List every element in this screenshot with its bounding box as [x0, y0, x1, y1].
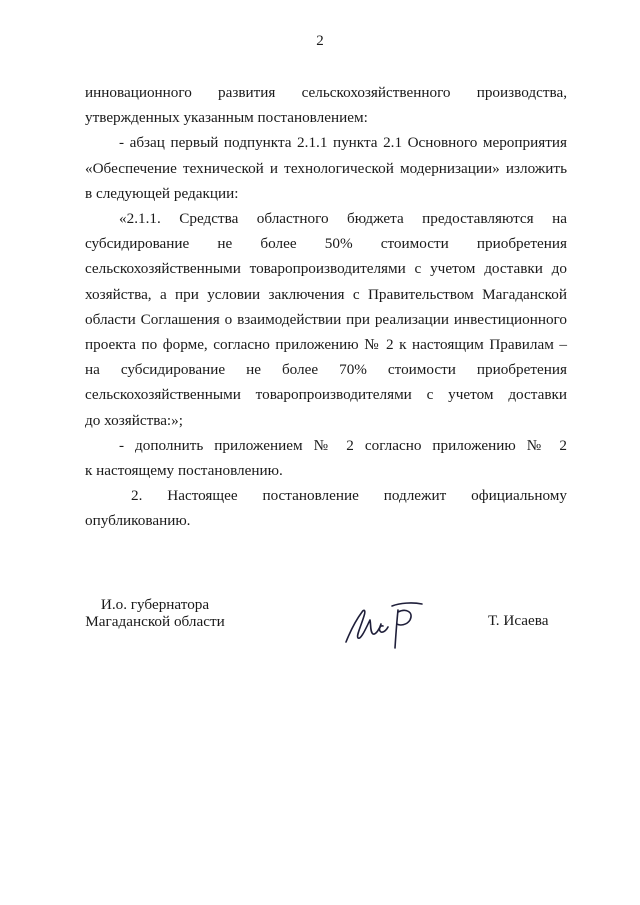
line: 2. Настоящее постановление подлежит официальному — [131, 487, 567, 505]
signatory-name: Т. Исаева — [488, 612, 549, 629]
line: сельскохозяйственными товаропроизводителями с учетом доставки до — [85, 260, 567, 278]
signatory-region: Магаданской области — [85, 613, 225, 630]
signatory-position: И.о. губернатора — [100, 596, 210, 613]
paragraph-continuation — [85, 80, 567, 130]
line: до хозяйства:»; — [85, 411, 183, 429]
page-number: 2 — [316, 33, 324, 49]
line: к настоящему постановлению. — [85, 462, 283, 480]
handwritten-signature — [340, 594, 430, 652]
line: на субсидирование не более 70% стоимости приобретения — [85, 361, 567, 379]
line: - дополнить приложением № 2 согласно приложению № 2 — [119, 436, 567, 454]
signatory-title — [80, 596, 230, 630]
line: опубликованию. — [85, 512, 191, 530]
line: - абзац первый подпункта 2.1.1 пункта 2.1 Основного мероприятия — [119, 134, 567, 152]
line: сельскохозяйственными товаропроизводителями с учетом доставки — [85, 386, 567, 404]
line: субсидирование не более 50% стоимости приобретения — [85, 235, 567, 253]
line: проекта по форме, согласно приложению № 2 к настоящим Правилам – — [85, 336, 567, 354]
line: инновационного развития сельскохозяйственного производства, — [85, 84, 567, 101]
paragraph-publication — [85, 483, 567, 533]
line: утвержденных указанным постановлением: — [85, 109, 368, 127]
line: в следующей редакции: — [85, 184, 239, 202]
paragraph-quoted-text — [85, 206, 567, 433]
paragraph-supplement — [85, 433, 567, 483]
line: области Соглашения о взаимодействии при реализации инвестиционного — [85, 310, 567, 328]
line: «2.1.1. Средства областного бюджета предоставляются на — [119, 210, 567, 228]
document-body — [85, 80, 567, 534]
paragraph-amendment — [85, 130, 567, 206]
line: хозяйства, а при условии заключения с Правительством Магаданской — [85, 285, 567, 303]
line: «Обеспечение технической и технологической модернизации» изложить — [85, 159, 567, 177]
